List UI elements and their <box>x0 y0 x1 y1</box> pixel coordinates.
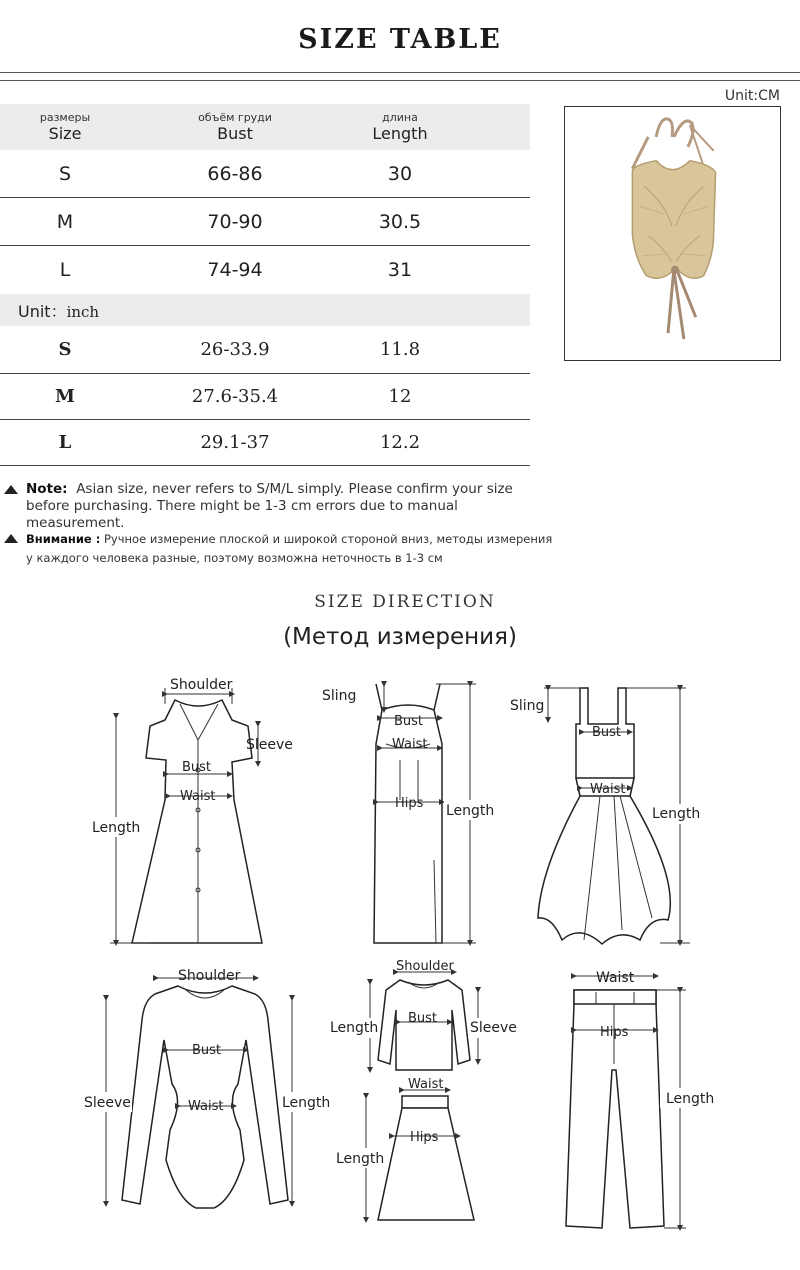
cell-length: 11.8 <box>379 339 421 360</box>
cell-length: 30.5 <box>378 210 422 233</box>
label-length: Length <box>666 1091 715 1107</box>
label-shoulder: Shoulder <box>396 959 454 974</box>
warning-triangle-icon <box>4 485 18 494</box>
label-sleeve: Sleeve <box>246 737 293 753</box>
note-label: Внимание : <box>26 532 101 546</box>
header-size <box>0 111 130 143</box>
cell-bust: 74-94 <box>207 259 263 281</box>
cell-bust: 26-33.9 <box>200 339 270 360</box>
halter-top-image <box>565 107 780 360</box>
cell-size: L <box>59 259 71 281</box>
label-hips: Hips <box>410 1130 439 1145</box>
cell-size: L <box>58 432 72 453</box>
label-hips: Hips <box>600 1025 629 1040</box>
label-waist: Waist <box>180 789 216 804</box>
table-row <box>0 420 530 466</box>
top-skirt-diagram <box>330 959 518 1220</box>
trousers-diagram <box>566 970 714 1228</box>
cell-length: 30 <box>387 162 413 185</box>
label-length: Length <box>446 803 495 819</box>
cell-bust: 29.1-37 <box>200 432 270 453</box>
warning-triangle-icon <box>4 534 18 543</box>
note-english-text <box>26 481 560 532</box>
label-bust: Bust <box>592 725 622 740</box>
unit-inch-value: inch <box>66 302 100 321</box>
shirt-dress-diagram <box>92 677 293 943</box>
cell-size: M <box>56 210 74 233</box>
label-shoulder: Shoulder <box>170 677 233 693</box>
table-row <box>0 198 530 246</box>
cell-size: S <box>58 339 72 360</box>
unit-inch-label <box>18 299 99 322</box>
cell-bust: 27.6-35.4 <box>191 386 279 407</box>
label-bust: Bust <box>408 1011 438 1026</box>
label-length: Length <box>336 1151 385 1167</box>
unit-cm-label: Unit:CM <box>724 88 780 104</box>
note-english <box>0 481 560 532</box>
note-body: Asian size, never refers to S/M/L simply. Please confirm your size before purchasing. There might be 1-3 cm errors due to manual measurement. <box>26 481 513 531</box>
label-length: Length <box>330 1020 379 1036</box>
label-shoulder: Shoulder <box>178 968 241 984</box>
header-bust-ru: объём груди <box>198 111 272 124</box>
note-label: Note: <box>26 481 68 497</box>
bodysuit-diagram <box>82 968 332 1208</box>
label-hips: Hips <box>395 796 424 811</box>
table-row <box>0 246 530 294</box>
cell-length: 12 <box>388 386 412 407</box>
label-sleeve: Sleeve <box>470 1020 517 1036</box>
header-bust <box>130 111 340 143</box>
label-waist: Waist <box>408 1077 444 1092</box>
product-photo <box>564 106 781 361</box>
table-row <box>0 374 530 420</box>
cell-bust: 66-86 <box>207 162 263 185</box>
cell-bust: 70-90 <box>207 210 263 233</box>
label-waist: Waist <box>590 782 626 797</box>
page-title: SIZE TABLE <box>298 24 502 55</box>
size-direction-subtitle: (Метод измерения) <box>283 624 517 650</box>
label-bust: Bust <box>192 1043 222 1058</box>
header-length-ru: длина <box>382 111 418 124</box>
header-size-en: Size <box>48 124 82 143</box>
label-bust: Bust <box>394 714 424 729</box>
size-table <box>0 104 530 466</box>
label-waist: Waist <box>188 1099 224 1114</box>
note-russian <box>0 530 560 568</box>
table-row <box>0 326 530 374</box>
label-bust: Bust <box>182 760 212 775</box>
unit-inch-prefix: Unit： <box>18 301 67 321</box>
table-header-row <box>0 104 530 150</box>
label-length: Length <box>282 1095 331 1111</box>
cell-length: 31 <box>387 259 413 281</box>
label-sling: Sling <box>322 688 357 704</box>
unit-inch-row <box>0 294 530 326</box>
header-length-en: Length <box>372 124 428 143</box>
title-divider-top <box>0 72 800 73</box>
size-direction-title: SIZE DIRECTION <box>314 592 496 612</box>
strap-dress-diagram <box>510 688 702 944</box>
label-sleeve: Sleeve <box>84 1095 131 1111</box>
table-row <box>0 150 530 198</box>
label-length: Length <box>652 806 701 822</box>
note-body: Ручное измерение плоской и широкой стороной вниз, методы измерения у каждого человека разные, поэтому возможна неточность в 1-3 см <box>26 532 553 565</box>
label-waist: Waist <box>596 970 635 986</box>
label-sling: Sling <box>510 698 545 714</box>
note-russian-text <box>26 530 560 568</box>
label-waist: Waist <box>392 737 428 752</box>
label-length: Length <box>92 820 141 836</box>
title-divider-bottom <box>0 80 800 81</box>
header-size-ru: размеры <box>39 111 91 124</box>
measurement-diagrams <box>0 660 800 1250</box>
slip-dress-diagram <box>322 684 496 943</box>
header-bust-en: Bust <box>217 124 253 143</box>
cell-size: S <box>58 162 72 185</box>
cell-length: 12.2 <box>379 432 421 453</box>
cell-size: M <box>55 386 75 407</box>
header-length <box>340 111 460 143</box>
